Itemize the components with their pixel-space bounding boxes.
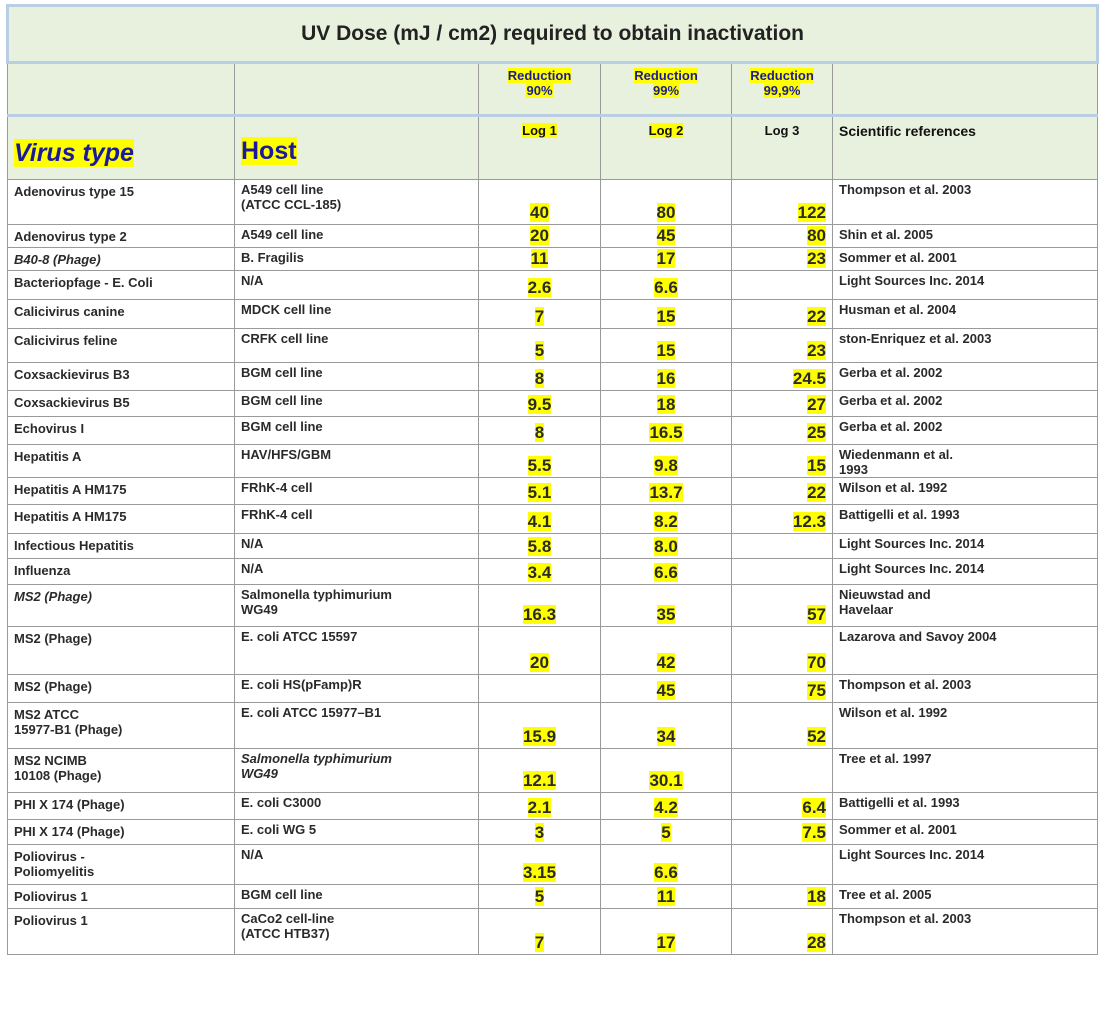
table-row (8, 248, 1098, 271)
host-cell: HAV/HFS/GBM (235, 445, 479, 478)
host-cell: CaCo2 cell-line (ATCC HTB37) (235, 909, 479, 955)
virus-type-cell: Adenovirus type 2 (8, 225, 235, 248)
host-cell: E. coli ATCC 15597 (235, 627, 479, 675)
virus-type-cell: MS2 NCIMB 10108 (Phage) (8, 749, 235, 793)
log3-value-cell: 57 (732, 585, 833, 627)
reference-cell: Tree et al. 2005 (833, 885, 1098, 909)
reference-cell: Battigelli et al. 1993 (833, 793, 1098, 820)
reduction-999-header: Reduction 99,9% (732, 63, 833, 116)
uv-dose-table (6, 4, 1096, 955)
host-cell: E. coli HS(pFamp)R (235, 675, 479, 703)
log3-value-cell: 23 (732, 329, 833, 363)
log3-value-cell: 70 (732, 627, 833, 675)
host-cell: BGM cell line (235, 885, 479, 909)
log2-value-cell: 15 (601, 329, 732, 363)
log2-value-cell: 16 (601, 363, 732, 391)
reference-cell: Wiedenmann et al. 1993 (833, 445, 1098, 478)
host-header: Host (235, 116, 479, 180)
host-cell: A549 cell line (ATCC CCL-185) (235, 180, 479, 225)
virus-type-cell: MS2 (Phage) (8, 585, 235, 627)
log3-value-cell: 27 (732, 391, 833, 417)
virus-type-cell: B40-8 (Phage) (8, 248, 235, 271)
log1-value-cell: 4.1 (479, 505, 601, 534)
table-row (8, 391, 1098, 417)
virus-type-cell: PHI X 174 (Phage) (8, 820, 235, 845)
log3-value-cell: 52 (732, 703, 833, 749)
host-cell: N/A (235, 271, 479, 300)
log2-header: Log 2 (601, 116, 732, 180)
log1-value-cell: 40 (479, 180, 601, 225)
reduction-90-header: Reduction 90% (479, 63, 601, 116)
table-row (8, 225, 1098, 248)
virus-type-cell: Poliovirus - Poliomyelitis (8, 845, 235, 885)
log2-value-cell: 8.2 (601, 505, 732, 534)
host-cell: E. coli C3000 (235, 793, 479, 820)
host-cell: A549 cell line (235, 225, 479, 248)
reference-cell: Tree et al. 1997 (833, 749, 1098, 793)
virus-type-cell: MS2 (Phage) (8, 675, 235, 703)
log2-value-cell: 5 (601, 820, 732, 845)
references-header: Scientific references (833, 116, 1098, 180)
log1-value-cell: 11 (479, 248, 601, 271)
host-cell: FRhK-4 cell (235, 505, 479, 534)
table-row (8, 363, 1098, 391)
table-row (8, 793, 1098, 820)
log1-value-cell: 3 (479, 820, 601, 845)
table-row (8, 675, 1098, 703)
virus-type-cell: Poliovirus 1 (8, 909, 235, 955)
reference-cell: ston-Enriquez et al. 2003 (833, 329, 1098, 363)
log2-value-cell: 11 (601, 885, 732, 909)
virus-type-header: Virus type (8, 116, 235, 180)
log1-value-cell: 5 (479, 885, 601, 909)
log3-value-cell: 18 (732, 885, 833, 909)
table-row (8, 585, 1098, 627)
log3-value-cell: 22 (732, 300, 833, 329)
log2-value-cell: 30.1 (601, 749, 732, 793)
log2-value-cell: 17 (601, 909, 732, 955)
table-row (8, 749, 1098, 793)
log1-value-cell: 7 (479, 909, 601, 955)
reference-cell: Gerba et al. 2002 (833, 391, 1098, 417)
host-cell: BGM cell line (235, 417, 479, 445)
log3-value-cell: 24.5 (732, 363, 833, 391)
log3-value-cell (732, 845, 833, 885)
reference-cell: Light Sources Inc. 2014 (833, 845, 1098, 885)
log3-value-cell: 23 (732, 248, 833, 271)
table-row (8, 627, 1098, 675)
log1-value-cell: 7 (479, 300, 601, 329)
host-cell: FRhK-4 cell (235, 478, 479, 505)
table-row (8, 820, 1098, 845)
log2-value-cell: 80 (601, 180, 732, 225)
log2-value-cell: 6.6 (601, 845, 732, 885)
log3-value-cell: 75 (732, 675, 833, 703)
log3-value-cell (732, 534, 833, 559)
log2-value-cell: 13.7 (601, 478, 732, 505)
reduction-header-row (8, 63, 1098, 116)
log1-value-cell: 8 (479, 363, 601, 391)
log3-value-cell (732, 559, 833, 585)
virus-type-cell: Hepatitis A (8, 445, 235, 478)
reference-cell: Battigelli et al. 1993 (833, 505, 1098, 534)
reference-cell: Light Sources Inc. 2014 (833, 559, 1098, 585)
log2-value-cell: 45 (601, 225, 732, 248)
log2-value-cell: 9.8 (601, 445, 732, 478)
virus-type-cell: Adenovirus type 15 (8, 180, 235, 225)
log2-value-cell: 34 (601, 703, 732, 749)
log1-value-cell: 3.15 (479, 845, 601, 885)
virus-type-cell: Infectious Hepatitis (8, 534, 235, 559)
reference-cell: Sommer et al. 2001 (833, 820, 1098, 845)
table-row (8, 909, 1098, 955)
table-row (8, 271, 1098, 300)
log1-value-cell: 16.3 (479, 585, 601, 627)
virus-type-cell: Calicivirus feline (8, 329, 235, 363)
log2-value-cell: 8.0 (601, 534, 732, 559)
log1-value-cell: 5 (479, 329, 601, 363)
virus-type-cell: Calicivirus canine (8, 300, 235, 329)
host-cell: N/A (235, 559, 479, 585)
log2-value-cell: 15 (601, 300, 732, 329)
reference-cell: Gerba et al. 2002 (833, 417, 1098, 445)
reference-cell: Sommer et al. 2001 (833, 248, 1098, 271)
virus-type-cell: Coxsackievirus B5 (8, 391, 235, 417)
log3-value-cell: 25 (732, 417, 833, 445)
host-cell: BGM cell line (235, 391, 479, 417)
host-cell: E. coli ATCC 15977–B1 (235, 703, 479, 749)
host-cell: N/A (235, 534, 479, 559)
host-cell: E. coli WG 5 (235, 820, 479, 845)
log3-value-cell: 22 (732, 478, 833, 505)
reference-cell: Husman et al. 2004 (833, 300, 1098, 329)
host-cell: MDCK cell line (235, 300, 479, 329)
log1-value-cell: 5.1 (479, 478, 601, 505)
virus-type-cell: Echovirus I (8, 417, 235, 445)
virus-type-cell: MS2 (Phage) (8, 627, 235, 675)
table-row (8, 445, 1098, 478)
virus-type-cell: Influenza (8, 559, 235, 585)
log2-value-cell: 4.2 (601, 793, 732, 820)
log1-value-cell: 2.6 (479, 271, 601, 300)
table-row (8, 505, 1098, 534)
log3-value-cell: 12.3 (732, 505, 833, 534)
table-row (8, 534, 1098, 559)
log1-value-cell (479, 675, 601, 703)
virus-type-cell: Hepatitis A HM175 (8, 478, 235, 505)
host-cell: B. Fragilis (235, 248, 479, 271)
log2-value-cell: 45 (601, 675, 732, 703)
log2-value-cell: 18 (601, 391, 732, 417)
table-row (8, 885, 1098, 909)
host-cell: Salmonella typhimurium WG49 (235, 749, 479, 793)
reference-cell: Light Sources Inc. 2014 (833, 271, 1098, 300)
reference-cell: Shin et al. 2005 (833, 225, 1098, 248)
log3-header: Log 3 (732, 116, 833, 180)
table-row (8, 478, 1098, 505)
log3-value-cell (732, 271, 833, 300)
table-row (8, 180, 1098, 225)
host-cell: CRFK cell line (235, 329, 479, 363)
log1-value-cell: 5.8 (479, 534, 601, 559)
reference-cell: Thompson et al. 2003 (833, 675, 1098, 703)
reference-cell: Nieuwstad and Havelaar (833, 585, 1098, 627)
log1-value-cell: 8 (479, 417, 601, 445)
virus-type-cell: Poliovirus 1 (8, 885, 235, 909)
host-cell: Salmonella typhimurium WG49 (235, 585, 479, 627)
reference-cell: Wilson et al. 1992 (833, 478, 1098, 505)
column-header-row (8, 116, 1098, 180)
log1-header: Log 1 (479, 116, 601, 180)
virus-type-cell: MS2 ATCC 15977-B1 (Phage) (8, 703, 235, 749)
log1-value-cell: 3.4 (479, 559, 601, 585)
log2-value-cell: 16.5 (601, 417, 732, 445)
log2-value-cell: 42 (601, 627, 732, 675)
log1-value-cell: 20 (479, 627, 601, 675)
host-cell: N/A (235, 845, 479, 885)
log1-value-cell: 20 (479, 225, 601, 248)
log2-value-cell: 6.6 (601, 271, 732, 300)
log3-value-cell: 6.4 (732, 793, 833, 820)
table-row (8, 329, 1098, 363)
table-row (8, 845, 1098, 885)
reference-cell: Thompson et al. 2003 (833, 909, 1098, 955)
table-row (8, 417, 1098, 445)
table-row (8, 703, 1098, 749)
reference-cell: Lazarova and Savoy 2004 (833, 627, 1098, 675)
reference-cell: Light Sources Inc. 2014 (833, 534, 1098, 559)
log3-value-cell: 7.5 (732, 820, 833, 845)
log1-value-cell: 12.1 (479, 749, 601, 793)
virus-type-cell: Coxsackievirus B3 (8, 363, 235, 391)
log3-value-cell: 15 (732, 445, 833, 478)
log2-value-cell: 35 (601, 585, 732, 627)
title-row (8, 6, 1098, 63)
table-row (8, 559, 1098, 585)
log3-value-cell (732, 749, 833, 793)
virus-type-cell: Hepatitis A HM175 (8, 505, 235, 534)
reference-cell: Thompson et al. 2003 (833, 180, 1098, 225)
reduction-99-header: Reduction 99% (601, 63, 732, 116)
reference-cell: Gerba et al. 2002 (833, 363, 1098, 391)
reference-cell: Wilson et al. 1992 (833, 703, 1098, 749)
virus-type-cell: Bacteriopfage - E. Coli (8, 271, 235, 300)
virus-type-cell: PHI X 174 (Phage) (8, 793, 235, 820)
log3-value-cell: 80 (732, 225, 833, 248)
log2-value-cell: 6.6 (601, 559, 732, 585)
log3-value-cell: 28 (732, 909, 833, 955)
table-row (8, 300, 1098, 329)
log2-value-cell: 17 (601, 248, 732, 271)
log3-value-cell: 122 (732, 180, 833, 225)
log1-value-cell: 2.1 (479, 793, 601, 820)
table-title: UV Dose (mJ / cm2) required to obtain inactivation (8, 6, 1098, 63)
host-cell: BGM cell line (235, 363, 479, 391)
log1-value-cell: 15.9 (479, 703, 601, 749)
log1-value-cell: 9.5 (479, 391, 601, 417)
log1-value-cell: 5.5 (479, 445, 601, 478)
